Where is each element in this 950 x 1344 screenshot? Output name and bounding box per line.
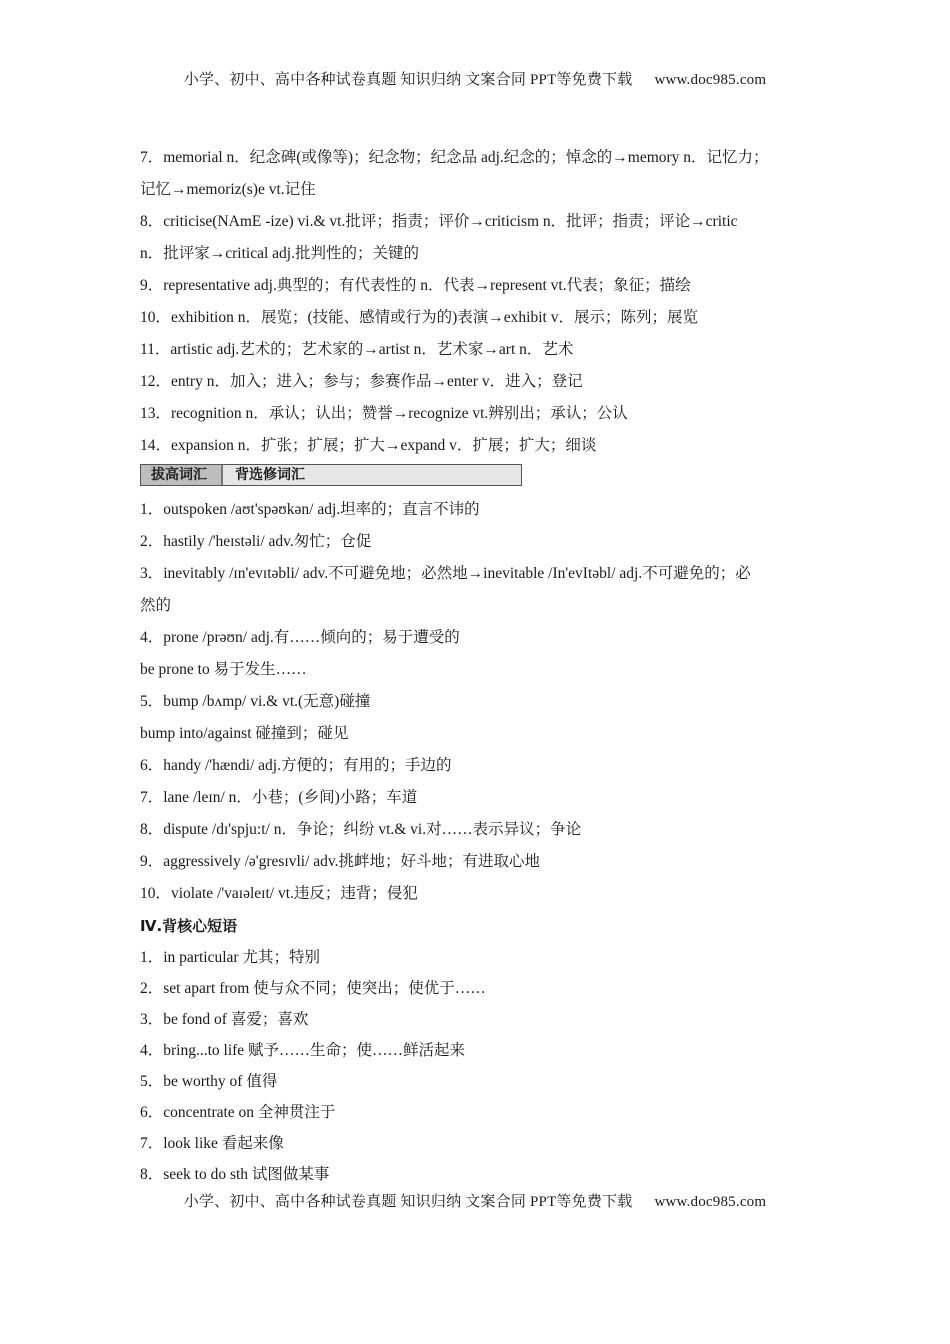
list-item: 4．prone /prəʊn/ adj.有……倾向的；易于遭受的 — [140, 629, 460, 646]
list-item: 10．exhibition n．展览；(技能、感情或行为的)表演→exhibit v．展示；陈列；展览 — [140, 309, 698, 326]
list-item: 2．hastily /'heɪstəli/ adv.匆忙；仓促 — [140, 533, 372, 550]
list-item: 9．representative adj.典型的；有代表性的 n．代表→represent vt.代表；象征；描绘 — [140, 277, 691, 294]
phrase-list — [140, 942, 830, 1190]
footer-site: www.doc985.com — [654, 1194, 767, 1210]
list-item: 6．handy /'hændi/ adj.方便的；有用的；手边的 — [140, 757, 452, 774]
section-tag: 拔高词汇 — [141, 465, 223, 485]
list-item: 14．expansion n．扩张；扩展；扩大→expand v．扩展；扩大；细谈 — [140, 437, 597, 454]
vocab-list-part1 — [140, 142, 830, 462]
list-item: 7．lane /leɪn/ n．小巷；(乡间)小路；车道 — [140, 789, 418, 806]
list-item: 11．artistic adj.艺术的；艺术家的→artist n．艺术家→art n．艺术 — [140, 341, 574, 358]
list-item: 3．be fond of 喜爱；喜欢 — [140, 1011, 309, 1028]
section-heading-phrases: Ⅳ.背核心短语 — [140, 917, 238, 935]
list-item: 1．outspoken /aʊt'spəʊkən/ adj.坦率的；直言不讳的 — [140, 501, 480, 518]
list-item: 12．entry n．加入；进入；参与；参赛作品→enter v．进入；登记 — [140, 373, 583, 390]
list-item: n．批评家→critical adj.批判性的；关键的 — [140, 245, 419, 262]
section-banner — [140, 464, 522, 486]
list-item: 10．violate /'vaɪəleɪt/ vt.违反；违背；侵犯 — [140, 885, 418, 902]
list-item: 8．dispute /dɪ'spju:t/ n．争论；纠纷 vt.& vi.对……表示异议；争论 — [140, 821, 582, 838]
list-item: 8．criticise(NAmE -ize) vi.& vt.批评；指责；评价→criticism n．批评；指责；评论→critic — [140, 213, 738, 230]
list-item: be prone to 易于发生…… — [140, 661, 307, 678]
list-item: 3．inevitably /ɪn'evɪtəbli/ adv.不可避免地；必然地→inevitable /In'evItəbl/ adj.不可避免的；必 — [140, 565, 751, 582]
list-item: 8．seek to do sth 试图做某事 — [140, 1166, 330, 1183]
footer-text: 小学、初中、高中各种试卷真题 知识归纳 文案合同 PPT等免费下载 — [183, 1194, 633, 1210]
document-body — [140, 142, 830, 1190]
header-site: www.doc985.com — [654, 72, 767, 88]
list-item: 4．bring...to life 赋予……生命；使……鲜活起来 — [140, 1042, 466, 1059]
list-item: bump into/against 碰撞到；碰见 — [140, 725, 349, 742]
list-item: 6．concentrate on 全神贯注于 — [140, 1104, 336, 1121]
list-item: 5．bump /bʌmp/ vi.& vt.(无意)碰撞 — [140, 693, 371, 710]
list-item: 13．recognition n．承认；认出；赞誉→recognize vt.辨别出；承认；公认 — [140, 405, 628, 422]
list-item: 9．aggressively /ə'gresɪvli/ adv.挑衅地；好斗地；有进取心地 — [140, 853, 541, 870]
page-footer — [0, 1190, 950, 1211]
list-item: 5．be worthy of 值得 — [140, 1073, 278, 1090]
list-item: 7．memorial n．纪念碑(或像等)；纪念物；纪念品 adj.纪念的；悼念的→memory n．记忆力； — [140, 149, 769, 166]
page-header — [0, 68, 950, 89]
list-item: 记忆→memoriz(s)e vt.记住 — [140, 181, 316, 198]
header-text: 小学、初中、高中各种试卷真题 知识归纳 文案合同 PPT等免费下载 — [183, 72, 633, 88]
list-item: 7．look like 看起来像 — [140, 1135, 284, 1152]
list-item: 2．set apart from 使与众不同；使突出；使优于…… — [140, 980, 486, 997]
list-item: 然的 — [140, 597, 172, 614]
vocab-list-part2 — [140, 494, 830, 910]
section-title: 背选修词汇 — [235, 467, 305, 483]
list-item: 1．in particular 尤其；特别 — [140, 949, 320, 966]
